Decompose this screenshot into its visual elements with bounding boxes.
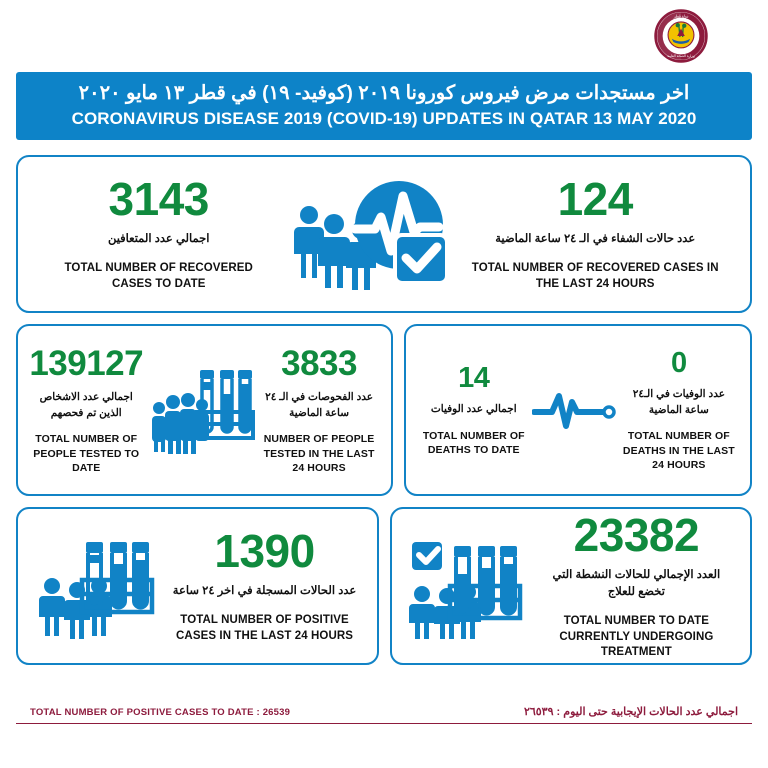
stat-active-treatment (539, 508, 733, 661)
stat-value: 124 (557, 173, 633, 226)
check-test-tubes-people-icon (408, 534, 530, 639)
stat-deaths-24h (618, 346, 740, 472)
stats-grid (16, 140, 752, 705)
card-active-treatment (390, 507, 753, 665)
crowd-test-tubes-icon (145, 360, 257, 460)
stat-recovered-24h (454, 173, 736, 292)
card-recovered (16, 155, 752, 313)
stat-label-english: TOTAL NUMBER OF POSITIVE CASES IN THE LAST 24 HOURS (176, 614, 354, 642)
stat-label-english: TOTAL NUMBER OF RECOVERED CASES IN THE LAST 24 HOURS (471, 262, 719, 290)
card-deaths (404, 324, 752, 496)
header-title-arabic: اخر مستجدات مرض فيروس كورونا ٢٠١٩ (كوفيد- ١٩) في قطر ١٣ مايو ٢٠٢٠ (78, 82, 690, 104)
stats-row-3 (16, 507, 752, 665)
svg-text:دولة قطر: دولة قطر (673, 14, 689, 19)
stat-value: 14 (458, 361, 490, 394)
card-testing (16, 324, 393, 496)
header-title-english: CORONAVIRUS DISEASE 2019 (COVID-19) UPDATES IN QATAR 13 MAY 2020 (71, 109, 697, 129)
stat-value: 23382 (573, 508, 700, 561)
qatar-ministry-of-public-health-logo (654, 9, 708, 63)
stat-label-arabic: عدد حالات الشفاء في الـ ٢٤ ساعة الماضية (495, 233, 696, 246)
stat-label-english: TOTAL NUMBER OF PEOPLE TESTED TO DATE (33, 433, 140, 474)
stat-value: 139127 (29, 343, 144, 383)
footer-total-line (16, 705, 752, 724)
stat-label-arabic: اجمالي عدد الاشخاص الذين تم فحصهم (39, 390, 133, 419)
stat-value: 3143 (108, 173, 209, 226)
stat-label-english: TOTAL NUMBER TO DATE CURRENTLY UNDERGOING TREATMENT (559, 615, 714, 659)
stat-label-english: TOTAL NUMBER OF DEATHS TO DATE (422, 429, 525, 456)
card-positive-24h (16, 507, 379, 665)
stats-row-2 (16, 324, 752, 496)
people-test-tubes-icon (36, 534, 158, 639)
stat-value: 0 (671, 346, 687, 379)
people-pulse-check-icon (287, 178, 452, 290)
logo-row (16, 0, 752, 72)
stat-deaths-total (416, 361, 532, 457)
footer (16, 705, 752, 724)
stat-positive-24h (171, 525, 358, 644)
flatline-ecg-icon (532, 386, 618, 434)
footer-total-arabic: اجمالي عدد الحالات الإيجابية حتى اليوم : ٢٦٥٣٩ (523, 706, 738, 718)
stat-value: 1390 (214, 525, 315, 578)
stat-label-arabic: اجمالي عدد المتعافين (107, 233, 210, 246)
stat-tested-24h (257, 343, 380, 475)
footer-total-english: TOTAL NUMBER OF POSITIVE CASES TO DATE : 26539 (30, 707, 291, 718)
header-banner (16, 72, 752, 140)
stat-label-english: TOTAL NUMBER OF DEATHS IN THE LAST 24 HOURS (622, 430, 735, 471)
stat-label-english: NUMBER OF PEOPLE TESTED IN THE LAST 24 HOURS (263, 433, 375, 474)
stat-label-arabic: عدد الفحوصات في الـ ٢٤ ساعة الماضية (265, 390, 374, 419)
stats-row-1 (16, 155, 752, 313)
stat-recovered-total (32, 173, 285, 292)
stat-tested-total (28, 343, 144, 475)
stat-label-english: TOTAL NUMBER OF RECOVERED CASES TO DATE (64, 262, 253, 290)
stat-label-arabic: العدد الإجمالي للحالات النشطة التي تخضع للعلاج (552, 568, 721, 599)
svg-text:وزارة الصحة العامة: وزارة الصحة العامة (667, 54, 695, 59)
stat-label-arabic: عدد الوفيات في الـ٢٤ ساعة الماضية (632, 387, 725, 416)
stat-label-arabic: اجمالي عدد الوفيات (430, 402, 517, 415)
stat-label-arabic: عدد الحالات المسجلة في اخر ٢٤ ساعة (172, 585, 357, 598)
stat-value: 3833 (281, 343, 357, 383)
